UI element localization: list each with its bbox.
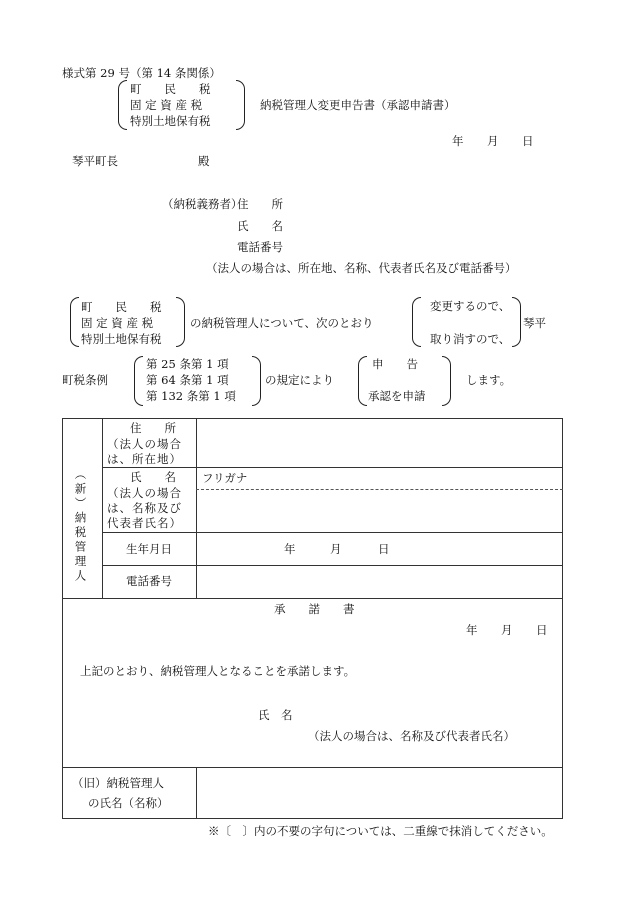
new-manager-label: （新）納税管理人 [73,468,88,584]
date-month: 月 [487,134,499,148]
article-132: 第 132 条第 1 項 [146,389,236,403]
left-bracket [134,356,143,406]
taxpayer-corp-note: （法人の場合は、所在地、名称、代表者氏名及び電話番号） [206,261,517,275]
taxpayer-address-label: 住 所 [237,197,283,211]
left-bracket [412,297,421,347]
tax-type-property: 固 定 資 産 税 [130,98,203,112]
tax-type-municipal: 町 民 税 [81,300,162,314]
furigana-label: フリガナ [202,471,248,485]
body-text-about: の納税管理人について、次のとおり [190,316,374,330]
per-provision: の規定により [265,373,334,387]
consent-month: 月 [501,623,513,637]
form-number: 様式第 29 号（第 14 条関係） [62,66,221,80]
town-name: 琴平 [523,316,546,330]
date-day: 日 [522,134,534,148]
right-bracket [176,297,185,347]
honorific: 殿 [198,154,210,168]
reason-cancel: 取り消すので、 [430,332,511,346]
address-label: 住 所 [130,421,176,435]
consent-year: 年 [466,623,478,637]
right-bracket [442,356,451,406]
name-field[interactable] [197,490,562,531]
addressee: 琴平町長 [72,154,118,168]
birth-year: 年 [284,542,296,556]
phone-label: 電話番号 [126,574,172,588]
taxpayer-role: （納税義務者） [162,197,243,211]
left-bracket [70,297,79,347]
tax-type-property: 固 定 資 産 税 [81,316,154,330]
action-declare: 申 告 [372,357,418,371]
name-sub: （法人の場合は、名称及び代表者氏名） [107,486,182,530]
right-bracket [236,80,245,130]
tax-type-land: 特別土地保有税 [130,114,211,128]
phone-field[interactable] [197,566,562,597]
old-manager-label-2: の氏名（名称） [88,796,169,810]
left-bracket [118,80,127,130]
taxpayer-phone-label: 電話番号 [237,240,283,254]
consent-heading: 承 諾 書 [274,602,355,616]
footnote: ※〔 〕内の不要の字句については、二重線で抹消してください。 [208,824,553,838]
consent-corp-note: （法人の場合は、名称及び代表者氏名） [308,729,515,743]
birthdate-label: 生年月日 [126,542,172,556]
document-title: 納税管理人変更申告書（承認申請書） [260,98,456,112]
right-bracket [252,356,261,406]
old-manager-field[interactable] [197,768,562,818]
reason-change: 変更するので、 [430,299,511,313]
birth-day: 日 [378,542,390,556]
tax-type-municipal: 町 民 税 [130,82,211,96]
consent-name-label: 氏 名 [258,708,293,722]
consent-day: 日 [536,623,548,637]
right-bracket [512,297,521,347]
old-manager-label-1: （旧）納税管理人 [72,776,164,790]
article-64: 第 64 条第 1 項 [146,373,229,387]
tax-type-land: 特別土地保有税 [81,332,162,346]
taxpayer-name-label: 氏 名 [237,219,283,233]
name-label: 氏 名 [130,470,176,484]
date-year: 年 [452,134,464,148]
address-field[interactable] [197,419,562,466]
action-apply: 承認を申請 [368,389,426,403]
ending-text: します。 [466,373,512,387]
address-sub: （法人の場合は、所在地） [107,437,182,466]
consent-text: 上記のとおり、納税管理人となることを承諾します。 [80,664,356,678]
ordinance-label: 町税条例 [62,373,108,387]
left-bracket [358,356,367,406]
birth-month: 月 [330,542,342,556]
article-25: 第 25 条第 1 項 [146,357,229,371]
